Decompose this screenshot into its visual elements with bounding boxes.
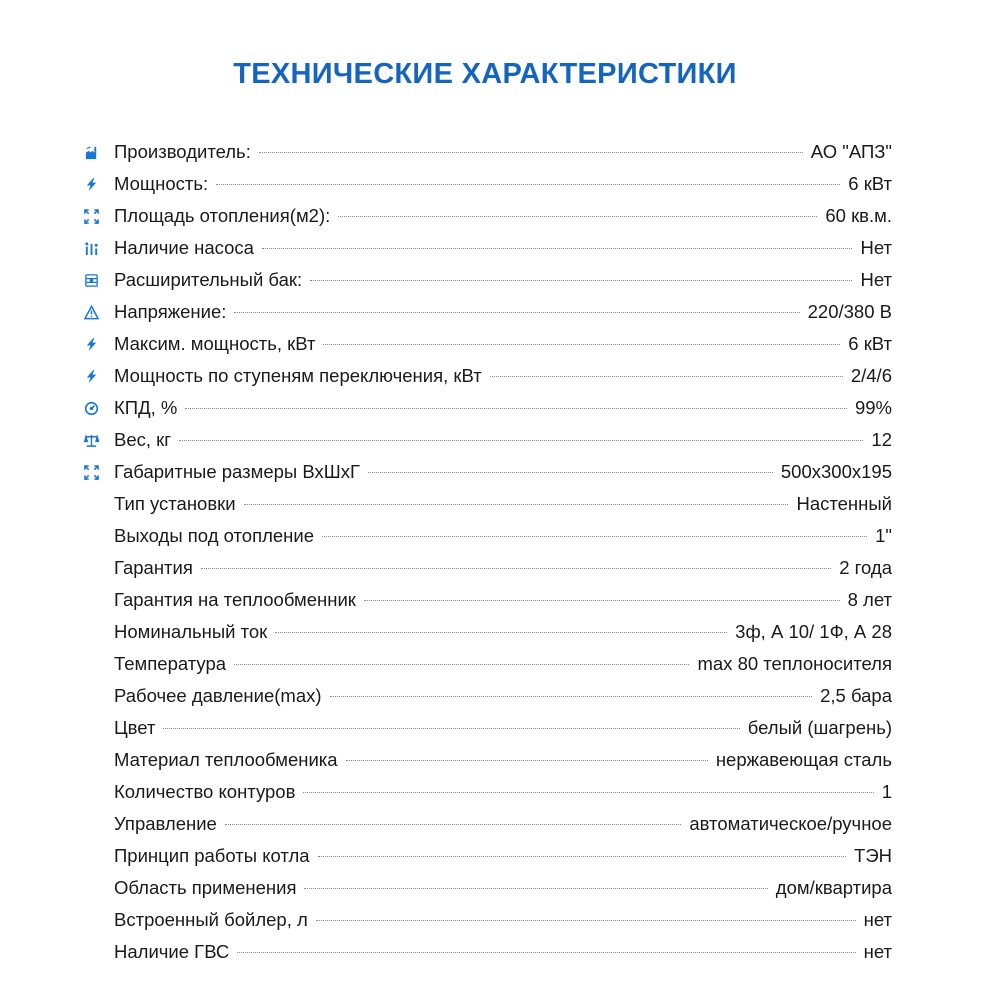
spec-value: Нет [860, 269, 892, 290]
spec-label: Наличие насоса [114, 237, 254, 258]
spec-value: 6 кВт [848, 173, 892, 194]
spec-value: 12 [871, 429, 892, 450]
spec-value: 500x300x195 [780, 461, 892, 482]
spec-row [84, 840, 892, 872]
dotted-leader [364, 600, 840, 601]
dotted-leader [216, 184, 840, 185]
dotted-leader [163, 728, 739, 729]
spec-value: Нет [860, 237, 892, 258]
dotted-leader [330, 696, 813, 697]
icon-placeholder [84, 648, 108, 680]
dotted-leader [244, 504, 789, 505]
spec-label: Количество контуров [114, 781, 296, 802]
spec-value: 2/4/6 [850, 365, 892, 386]
dotted-leader [322, 536, 867, 537]
spec-label: Мощность по ступеням переключения, кВт [114, 365, 482, 386]
spec-row [84, 936, 892, 968]
icon-placeholder [84, 744, 108, 776]
dotted-leader [368, 472, 773, 473]
lightning-icon [84, 360, 108, 392]
spec-row [84, 392, 892, 424]
spec-row [84, 552, 892, 584]
icon-placeholder [84, 552, 108, 584]
spec-row [84, 520, 892, 552]
spec-label: Гарантия [114, 557, 193, 578]
spec-value: 99% [854, 397, 892, 418]
spec-label: Управление [114, 813, 217, 834]
dotted-leader [225, 824, 682, 825]
spec-row [84, 584, 892, 616]
spec-value: ТЭН [854, 845, 892, 866]
dotted-leader [237, 952, 855, 953]
spec-label: Рабочее давление(max) [114, 685, 322, 706]
icon-placeholder [84, 680, 108, 712]
dotted-leader [179, 440, 863, 441]
dotted-leader [318, 856, 847, 857]
spec-row [84, 616, 892, 648]
spec-value: дом/квартира [775, 877, 892, 898]
spec-label: Тип установки [114, 493, 236, 514]
expand-arrows-icon [84, 456, 108, 488]
spec-row [84, 200, 892, 232]
lightning-icon [84, 328, 108, 360]
expand-arrows-icon [84, 200, 108, 232]
spec-label: Площадь отопления(м2): [114, 205, 331, 226]
spec-value: белый (шагрень) [747, 717, 892, 738]
spec-label: КПД, % [114, 397, 178, 418]
spec-label: Цвет [114, 717, 156, 738]
dotted-leader [310, 280, 852, 281]
spec-value: АО "АПЗ" [810, 141, 892, 162]
spec-label: Выходы под отопление [114, 525, 315, 546]
spec-label: Наличие ГВС [114, 941, 230, 962]
icon-placeholder [84, 936, 108, 968]
spec-row [84, 264, 892, 296]
spec-value: 1" [875, 525, 892, 546]
icon-placeholder [84, 808, 108, 840]
spec-row [84, 776, 892, 808]
dotted-leader [304, 888, 767, 889]
spec-row [84, 424, 892, 456]
spec-label: Расширительный бак: [114, 269, 303, 290]
spec-row [84, 680, 892, 712]
spec-row [84, 296, 892, 328]
spec-label: Вес, кг [114, 429, 171, 450]
spec-value: автоматическое/ручное [689, 813, 892, 834]
spec-value: нет [863, 941, 892, 962]
gauge-icon [84, 392, 108, 424]
spec-value: 220/380 В [807, 301, 892, 322]
spec-row [84, 712, 892, 744]
lightning-icon [84, 168, 108, 200]
spec-label: Область применения [114, 877, 297, 898]
spec-value: 2,5 бара [820, 685, 892, 706]
page-title: ТЕХНИЧЕСКИЕ ХАРАКТЕРИСТИКИ [233, 58, 737, 90]
scales-icon [84, 424, 108, 456]
spec-row [84, 488, 892, 520]
spec-label: Номинальный ток [114, 621, 268, 642]
spec-value: нержавеющая сталь [715, 749, 892, 770]
dotted-leader [234, 312, 799, 313]
icon-placeholder [84, 712, 108, 744]
dotted-leader [316, 920, 856, 921]
icon-placeholder [84, 488, 108, 520]
dotted-leader [185, 408, 847, 409]
spec-value: нет [863, 909, 892, 930]
spec-row [84, 648, 892, 680]
spec-label: Температура [114, 653, 227, 674]
spec-label: Мощность: [114, 173, 209, 194]
spec-value: 3ф, А 10/ 1Ф, А 28 [735, 621, 892, 642]
spec-label: Производитель: [114, 141, 251, 162]
dotted-leader [234, 664, 689, 665]
spec-row [84, 328, 892, 360]
icon-placeholder [84, 904, 108, 936]
spec-label: Встроенный бойлер, л [114, 909, 308, 930]
dotted-leader [490, 376, 843, 377]
spec-row [84, 872, 892, 904]
spec-label: Принцип работы котла [114, 845, 310, 866]
spec-row [84, 904, 892, 936]
dotted-leader [201, 568, 831, 569]
spec-label: Габаритные размеры ВхШхГ [114, 461, 360, 482]
spec-row [84, 808, 892, 840]
spec-value: 8 лет [847, 589, 892, 610]
dotted-leader [275, 632, 727, 633]
spec-row [84, 168, 892, 200]
spec-value: 6 кВт [848, 333, 892, 354]
icon-placeholder [84, 520, 108, 552]
spec-label: Гарантия на теплообменник [114, 589, 356, 610]
tank-icon [84, 264, 108, 296]
dotted-leader [346, 760, 708, 761]
pump-icon [84, 232, 108, 264]
spec-label: Напряжение: [114, 301, 227, 322]
spec-row [84, 136, 892, 168]
icon-placeholder [84, 840, 108, 872]
icon-placeholder [84, 776, 108, 808]
dotted-leader [262, 248, 853, 249]
spec-row [84, 744, 892, 776]
icon-placeholder [84, 584, 108, 616]
dotted-leader [303, 792, 873, 793]
dotted-leader [259, 152, 803, 153]
spec-label: Материал теплообменика [114, 749, 338, 770]
icon-placeholder [84, 872, 108, 904]
spec-value: 2 года [839, 557, 892, 578]
factory-icon [84, 136, 108, 168]
spec-row [84, 456, 892, 488]
spec-value: Настенный [796, 493, 892, 514]
spec-value: 1 [881, 781, 892, 802]
icon-placeholder [84, 616, 108, 648]
spec-value: 60 кв.м. [825, 205, 892, 226]
dotted-leader [323, 344, 840, 345]
spec-row [84, 360, 892, 392]
dotted-leader [338, 216, 817, 217]
spec-list [84, 136, 892, 968]
warning-triangle-icon [84, 296, 108, 328]
spec-label: Максим. мощность, кВт [114, 333, 316, 354]
spec-row [84, 232, 892, 264]
spec-value: max 80 теплоносителя [697, 653, 892, 674]
